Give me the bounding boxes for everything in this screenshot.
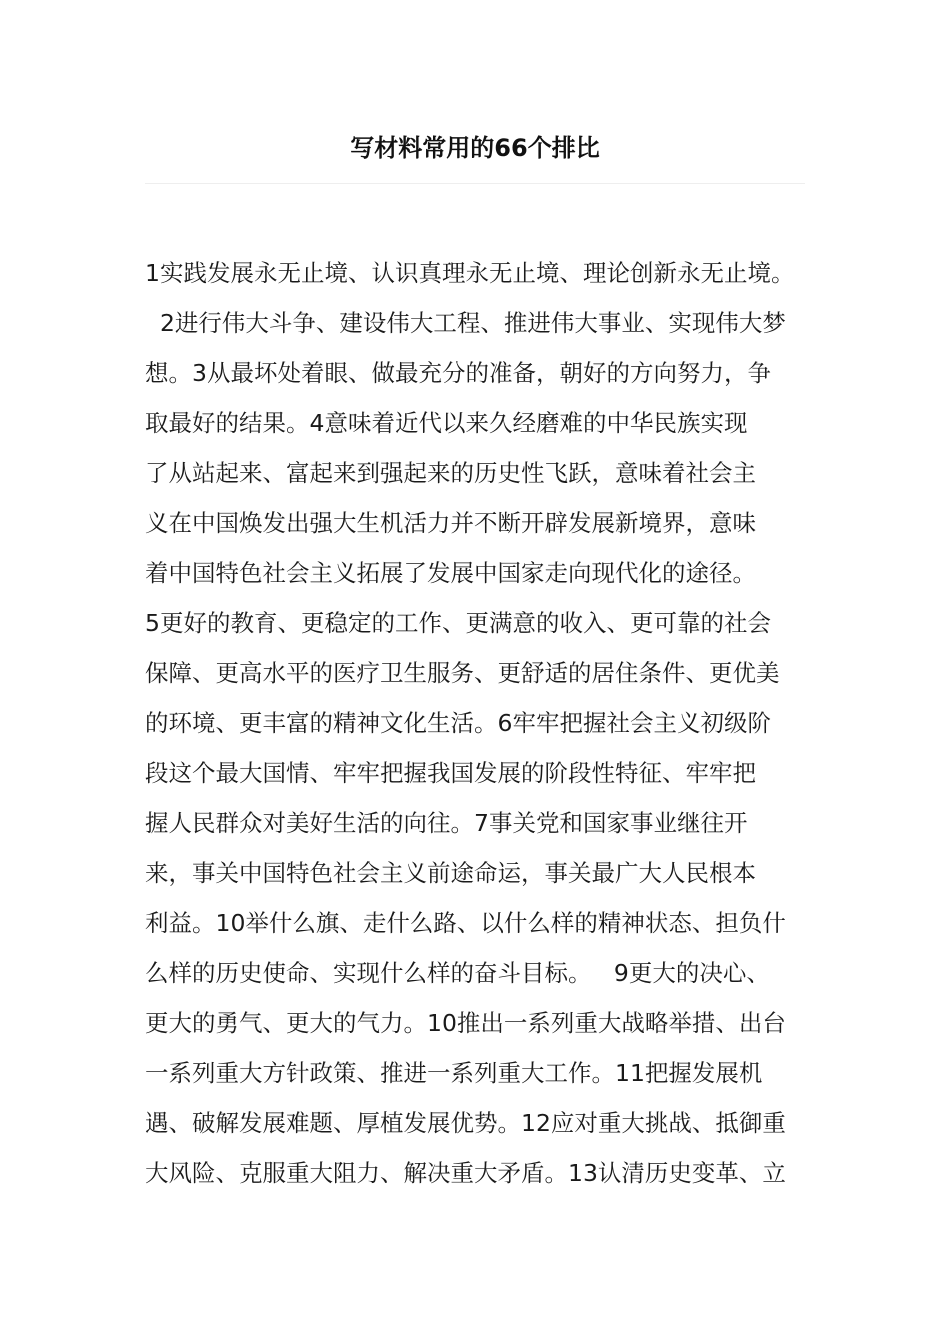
body-line: 了从站起来、富起来到强起来的历史性飞跃，意味着社会主 — [145, 459, 756, 487]
body-line: 2进行伟大斗争、建设伟大工程、推进伟大事业、实现伟大梦 — [145, 309, 786, 337]
body-line: 的环境、更丰富的精神文化生活。6牢牢把握社会主义初级阶 — [145, 709, 771, 737]
body-line: 1实践发展永无止境、认识真理永无止境、理论创新永无止境。 — [145, 259, 795, 287]
body-line: 义在中国焕发出强大生机活力并不断开辟发展新境界，意味 — [145, 509, 756, 537]
body-line: 着中国特色社会主义拓展了发展中国家走向现代化的途径。 — [145, 559, 756, 587]
body-line: 利益。10举什么旗、走什么路、以什么样的精神状态、担负什 — [145, 909, 786, 937]
body-line: 更大的勇气、更大的气力。10推出一系列重大战略举措、出台 — [145, 1009, 786, 1037]
body-line: 么样的历史使命、实现什么样的奋斗目标。 9更大的决心、 — [145, 959, 770, 987]
document-title: 写材料常用的66个排比 — [350, 134, 600, 162]
body-line: 来，事关中国特色社会主义前途命运，事关最广大人民根本 — [145, 859, 756, 887]
body-line: 大风险、克服重大阻力、解决重大矛盾。13认清历史变革、立 — [145, 1159, 786, 1187]
body-line: 5更好的教育、更稳定的工作、更满意的收入、更可靠的社会 — [145, 609, 771, 637]
body-line: 段这个最大国情、牢牢把握我国发展的阶段性特征、牢牢把 — [145, 759, 756, 787]
body-line: 保障、更高水平的医疗卫生服务、更舒适的居住条件、更优美 — [145, 659, 780, 687]
body-line: 握人民群众对美好生活的向往。7事关党和国家事业继往开 — [145, 809, 748, 837]
body-line: 遇、破解发展难题、厚植发展优势。12应对重大挑战、抵御重 — [145, 1109, 786, 1137]
document-body — [145, 248, 810, 1198]
body-line: 取最好的结果。4意味着近代以来久经磨难的中华民族实现 — [145, 409, 748, 437]
title-divider — [145, 183, 805, 184]
body-line: 一系列重大方针政策、推进一系列重大工作。11把握发展机 — [145, 1059, 763, 1087]
body-line: 想。3从最坏处着眼、做最充分的准备，朝好的方向努力，争 — [145, 359, 771, 387]
